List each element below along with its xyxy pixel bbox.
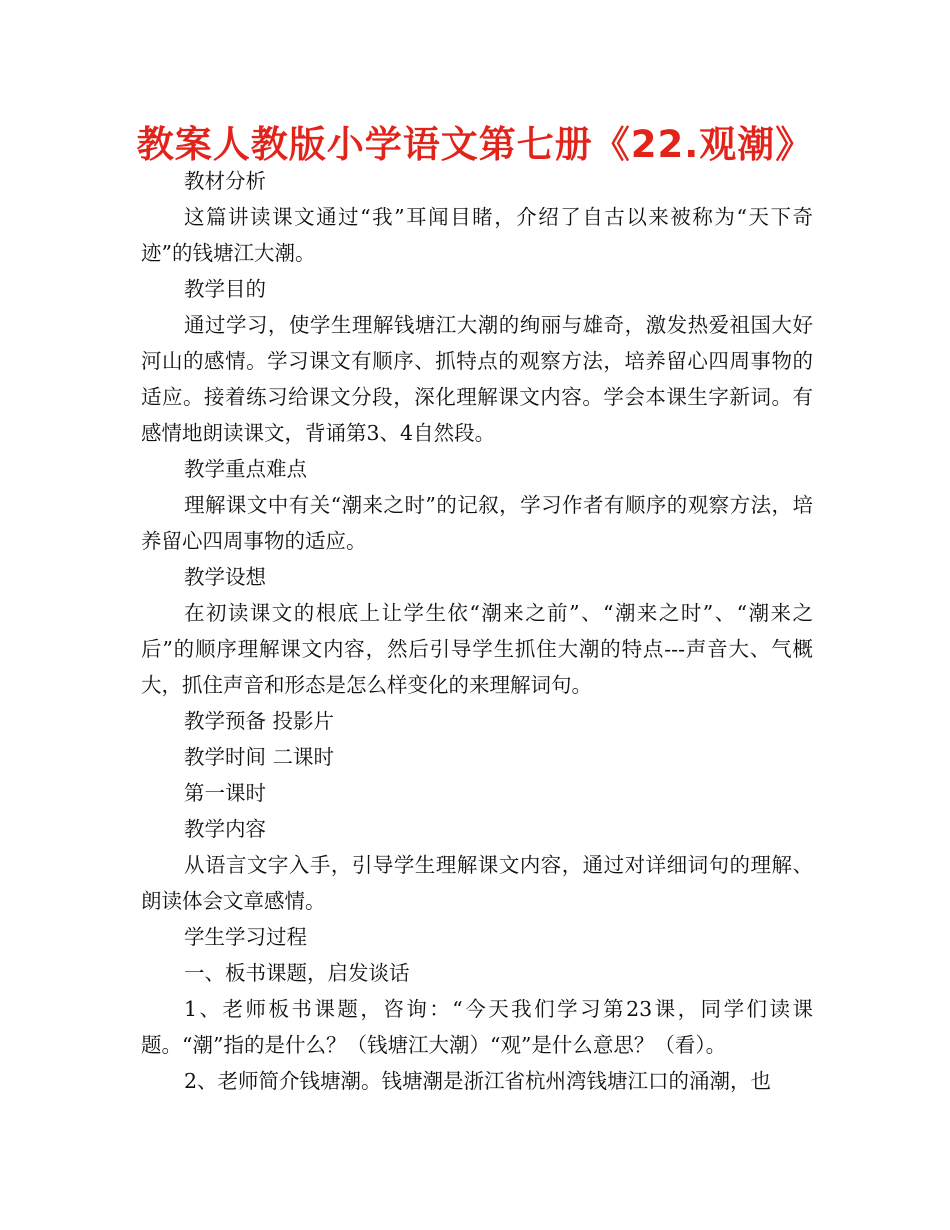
heading-teaching-idea: 教学设想 <box>184 565 266 589</box>
paragraph-step-one-2: 2、老师简介钱塘潮。钱塘潮是浙江省杭州湾钱塘江口的涌潮，也 <box>184 1069 772 1093</box>
line-preparation: 教学预备 投影片 <box>184 709 335 733</box>
heading-teaching-material: 教材分析 <box>184 169 266 193</box>
heading-first-lesson: 第一课时 <box>184 781 266 805</box>
paragraph-teaching-goal: 通过学习，使学生理解钱塘江大潮的绚丽与雄奇，激发热爱祖国大好河山的感情。学习课文有顺序、抓特点的观察方法，培养留心四周事物的适应。接着练习给课文分段，深化理解课文内容。学会本课生字新词。有感情地朗读课文，背诵第3、4自然段。 <box>141 313 813 445</box>
heading-step-one: 一、板书课题，启发谈话 <box>184 961 410 985</box>
document-title: 教案人教版小学语文第七册《22.观潮》 <box>136 123 814 166</box>
paragraph-key-points: 理解课文中有关“潮来之时”的记叙，学习作者有顺序的观察方法，培养留心四周事物的适应。 <box>141 493 813 553</box>
paragraph-step-one-1: 1、老师板书课题，咨询：“今天我们学习第23课，同学们读课题。“潮”指的是什么？（钱塘江大潮）“观”是什么意思？（看）。 <box>141 997 813 1057</box>
heading-key-points: 教学重点难点 <box>184 457 307 481</box>
paragraph-teaching-idea: 在初读课文的根底上让学生依“潮来之前”、“潮来之时”、“潮来之后”的顺序理解课文内容，然后引导学生抓住大潮的特点---声音大、气概大，抓住声音和形态是怎么样变化的来理解词句。 <box>141 601 813 697</box>
line-teaching-time: 教学时间 二课时 <box>184 745 335 769</box>
heading-teaching-content: 教学内容 <box>184 817 266 841</box>
heading-learning-process: 学生学习过程 <box>184 925 307 949</box>
document-body <box>141 163 813 1099</box>
paragraph-teaching-content: 从语言文字入手，引导学生理解课文内容，通过对详细词句的理解、朗读体会文章感情。 <box>141 853 813 913</box>
paragraph-material-analysis: 这篇讲读课文通过“我”耳闻目睹，介绍了自古以来被称为“天下奇迹”的钱塘江大潮。 <box>141 205 813 265</box>
heading-teaching-goal: 教学目的 <box>184 277 266 301</box>
